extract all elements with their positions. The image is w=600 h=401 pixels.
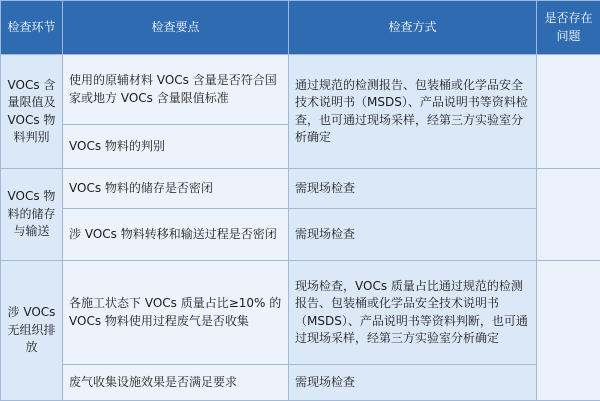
inspection-point: 使用的原辅材料 VOCs 含量是否符合国家或地方 VOCs 含量限值标准 <box>63 55 289 125</box>
inspection-method: 需现场检查 <box>289 169 537 209</box>
table-row <box>1 261 600 365</box>
inspection-point: 涉 VOCs 物料转移和输送过程是否密闭 <box>63 209 289 261</box>
section-storage-transport: VOCs 物料的储存与输送 <box>1 169 63 261</box>
table-row <box>1 169 600 209</box>
inspection-point: VOCs 物料的储存是否密闭 <box>63 169 289 209</box>
table-row <box>1 55 600 125</box>
header-has-problem: 是否存在问题 <box>537 1 600 55</box>
table-row <box>1 365 600 401</box>
section-unorganized-emission: 涉 VOCs 无组织排放 <box>1 261 63 401</box>
problem-cell[interactable] <box>537 261 600 401</box>
inspection-method: 现场检查，VOCs 质量占比通过规范的检测报告、包装桶或化学品安全技术说明书（MSDS）、产品说明书等资料判断，也可通过现场采样，经第三方实验室分析确定 <box>289 261 537 365</box>
inspection-point: VOCs 物料的判别 <box>63 125 289 169</box>
header-inspection-stage: 检查环节 <box>1 1 63 55</box>
inspection-method: 通过规范的检测报告、包装桶或化学品安全技术说明书（MSDS）、产品说明书等资料检查，也可通过现场采样，经第三方实验室分析确定 <box>289 55 537 169</box>
problem-cell[interactable] <box>537 55 600 169</box>
header-inspection-method: 检查方式 <box>289 1 537 55</box>
inspection-point: 各施工状态下 VOCs 质量占比≥10% 的 VOCs 物料使用过程废气是否收集 <box>63 261 289 365</box>
inspection-method: 需现场检查 <box>289 209 537 261</box>
inspection-point: 废气收集设施效果是否满足要求 <box>63 365 289 401</box>
table-row <box>1 209 600 261</box>
section-voc-limits: VOCs 含量限值及 VOCs 物料判别 <box>1 55 63 169</box>
problem-cell[interactable] <box>537 169 600 261</box>
inspection-method: 需现场检查 <box>289 365 537 401</box>
header-inspection-points: 检查要点 <box>63 1 289 55</box>
